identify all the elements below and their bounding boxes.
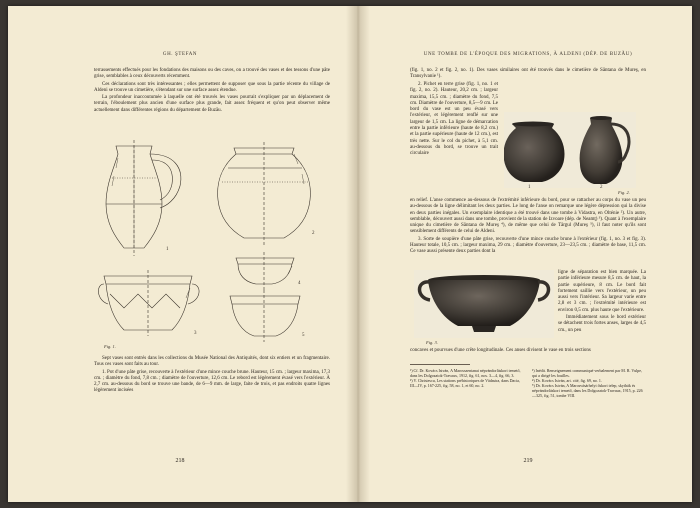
open-book [8, 6, 692, 502]
fig1-number: 5 [302, 333, 305, 338]
footnote: ²) V. Christescu, Les stations préhistoriques de Vădastra, dans Dacia, III—IV, p. 167-225, fig. 58, no. 1, et 60, no. 2. [410, 378, 520, 388]
paragraph: ligne de séparation est bien marquée. La partie inférieure mesure 8,5 cm. de haut, la partie supérieure, 8 cm. Le bord fait fortement saillie vers l'extérieur, un peu aussi vers l'intérieur. Sa largeur varie entre 2,8 et 3 cm. ; l'extrémité intérieure est environ 0,5 cm. plus haute que l'extérieure. [558, 270, 646, 313]
paragraph: 2. Pichet en terre grise (fig. 1, no. 1 et fig. 2, no. 2). Hauteur, 20,2 cm. ; largeur maxima, 15,5 cm. ; diamètre du fond, 7,5 cm. Diamètre de l'ouverture, 8,5—9 cm. Le bord du vase est un peu évasé vers l'extérieur, et légèrement renflé sur une largeur de 1,5 cm. La ligne de démarcation entre la partie inférieure (haute de 8,2 cm.) et la partie supérieure (haute de 12 cm.), est très nette. Sur le col du pichet, à 5,1 cm. au-dessous du bord, se trouve un trait circulaire [410, 82, 498, 157]
paragraph: 3. Sorte de soupière d'une pâte grise, recouverte d'une mince couche brune à l'extérieur (fig. 1, no. 3 et fig. 3). Hauteur totale, 10,5 cm. ; largeur maxima, 29 cm. ; diamètre d'ouverture, 23—23,5 cm. ; diamètre de base, 11,5 cm. Ce vase aussi présente deux parties dont la [410, 236, 646, 255]
footnotes-right-column [532, 368, 646, 398]
right-intro-text [410, 68, 646, 82]
pitcher-photo [580, 116, 629, 184]
fig-3-caption: Fig. 3. [426, 340, 438, 345]
small-bowl-drawing [236, 252, 294, 290]
right-item2-cont-text [410, 198, 646, 257]
jar-drawing [218, 142, 311, 246]
left-bottom-text [94, 356, 330, 396]
jar-photo [504, 122, 565, 183]
left-folio: 218 [175, 458, 185, 464]
figure-2-svg [504, 112, 636, 188]
footnote: ⁴) Dr. Kovács István, art. cité, fig. 69, no. 1. [532, 378, 602, 383]
right-item3-end-text [410, 348, 646, 355]
footnote: ⁵) Dr. Kovács István, A Marosvásárhelyi őskori telep, skythák és népvándorláskori temető, dans les Dolgozatok-Travaux, 1915, p. 226—325, fig. 51, tombe VIII. [532, 383, 643, 398]
right-running-head: UNE TOMBE DE L'ÉPOQUE DES MIGRATIONS, À ALDENI (DÉP. DE BUZĂU) [423, 52, 633, 57]
tureen-drawing [98, 270, 199, 336]
paragraph: Immédiatement sous le bord extérieur se détachent trois fortes anses, larges de 4,5 cm., un peu [558, 315, 646, 333]
fig1-number: 2 [312, 231, 315, 236]
fig1-number: 1 [166, 247, 169, 252]
right-item2-text [410, 82, 498, 159]
footnote: ¹) Cf. Dr. Kovács István, A Marosszentanai népvándorláskori temető, dans les Dolgozatok-Travaux, 1912, fig. 61, nos. 3—4, fig. 66, 3. [410, 368, 521, 378]
tureen-photo [420, 275, 549, 332]
figure-3-svg [414, 270, 554, 338]
paragraph: (fig. 1, no. 2 et fig. 2, no. 1). Des vases similaires ont été trouvés dans le cimetière de Sântana de Mureş, en Transylvanie ¹). [410, 68, 646, 80]
footnotes-left-column [410, 368, 524, 388]
fig-2-caption: Fig. 2. [618, 190, 630, 195]
fig2-number: 2 [600, 185, 603, 188]
figure-3-photo [414, 270, 554, 338]
fig1-number: 3 [194, 331, 197, 336]
paragraph: concaves et pourvues d'une crête longitudinale. Ces anses divisent le vase en trois sections [410, 348, 591, 353]
left-top-text [94, 68, 330, 115]
figure-2-photo [504, 112, 636, 188]
paragraph: Sept vases sont entrés dans les collections du Musée National des Antiquités, dont six entiers et un fragmentaire. Tous ces vases sont faits au tour. [94, 356, 330, 368]
figure-1-drawings [94, 138, 330, 348]
pitcher-drawing [106, 140, 181, 256]
right-page [364, 6, 692, 502]
footnote-rule [410, 364, 470, 365]
paragraph: 1. Pot d'une pâte grise, recouverte à l'extérieur d'une mince couche brune. Hauteur, 15 cm. ; largeur maxima, 17,3 cm. ; diamètre du fond, 7,8 cm. ; diamètre de l'ouverture, 12,6 cm. Le rebord est légèrement évasé vers l'extérieur. À 2,7 cm. au-dessous du bord se trouve une bande, de 6—9 mm. de large, faite de trois, et pas endroits quatre lignes légèrement incisées [94, 369, 330, 394]
paragraph: en relief. L'anse commence au-dessous de l'extrémité inférieure du bord, pour se rattacher au corps du vase un peu au-dessous de la ligne délimitant les deux parties. Le long de l'anse on remarque une légère dépression qui la divise en deux parties inégales. Un exemplaire identique a été trouvé dans une tombe à Vidastra, en Olténie ²). Un autre, semblable, découvert aussi dans une tombe, provient de la station de Izvoare (dép. de Neamţ) ³). Quant à l'exemplaire unique du cimetière de Sântana de Mureş ⁴), de même que celui de Târgul (Mureş ⁵), il faut noter qu'ils sont sensiblement différents de celui de Aldeni. [410, 198, 646, 235]
footnote: ³) Inédit. Renseignement communiqué verbalement par M. R. Vulpe, qui a dirigé les fouilles. [532, 368, 642, 378]
paragraph: Ces déclarations sont très intéressantes ; elles permettent de supposer que sous la partie récente du village de Aldeni se trouve un cimetière, s'étendant sur une surface assez étendue. [94, 81, 330, 93]
deep-bowl-drawing [230, 290, 300, 342]
left-running-head: GH. ŞTEFAN [162, 52, 198, 57]
figure-1-svg [94, 138, 330, 348]
paragraph: La profondeur inaccoutumée à laquelle ont été trouvés les vases pourrait s'expliquer par un déplacement de terrain, l'éboulement plus ancien d'une surface plus grande, fait assez fréquent et qu'on peut observer même actuellement dans différentes régions du département de Buzău. [94, 95, 330, 113]
fig-1-caption: Fig. 1. [104, 344, 116, 349]
fig2-number: 1 [528, 185, 531, 188]
right-item3-side-text [558, 270, 646, 335]
paragraph: terrassements effectués pour les fondations des maisons ou des caves, on a trouvé des vases et des tessons d'une pâte grise, semblables à ceux découverts récemment. [94, 68, 330, 80]
right-folio: 219 [523, 458, 533, 464]
fig1-number: 4 [298, 281, 301, 286]
left-page [8, 6, 352, 502]
